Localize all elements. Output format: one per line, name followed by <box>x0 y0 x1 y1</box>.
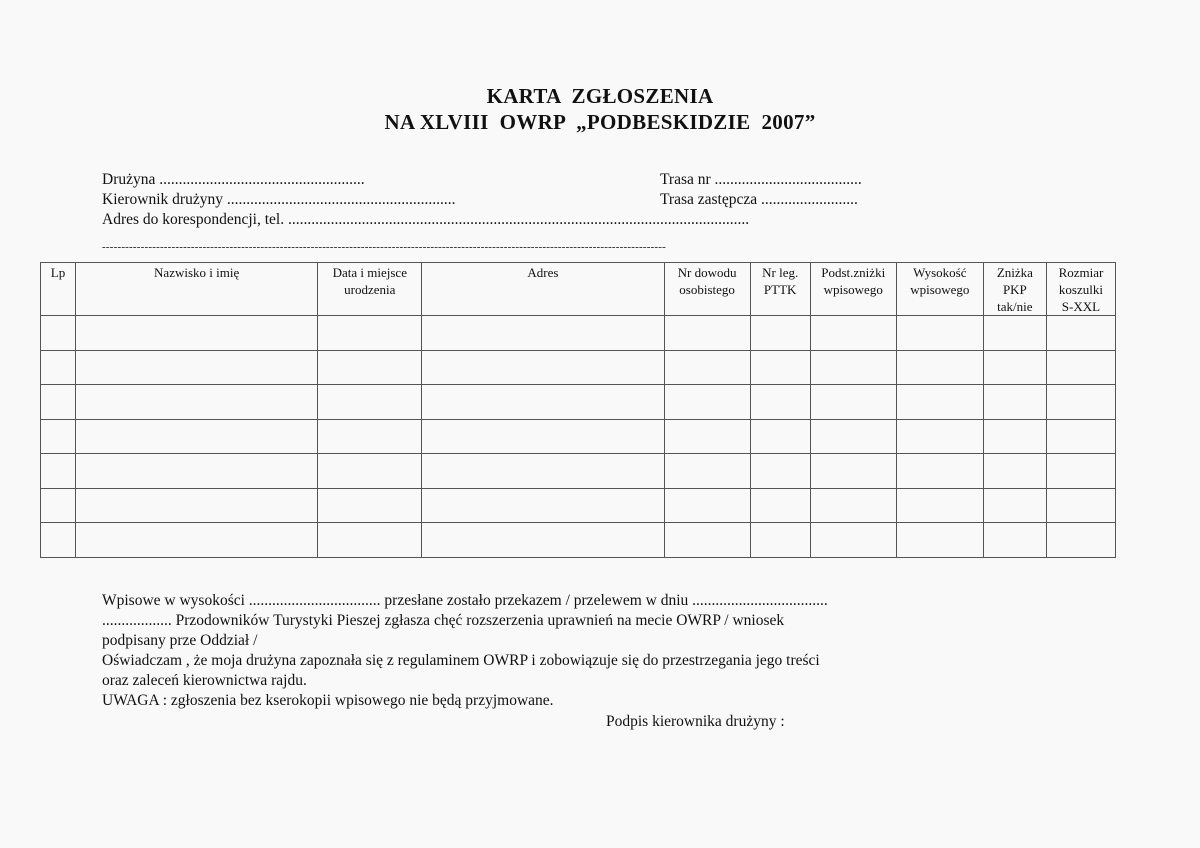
table-cell[interactable] <box>76 419 318 454</box>
participants-table <box>40 262 1116 558</box>
table-row <box>41 419 1116 454</box>
table-cell[interactable] <box>1046 350 1115 385</box>
table-cell[interactable] <box>896 454 983 489</box>
leader-signature-label: Podpis kierownika drużyny : <box>606 713 785 730</box>
table-cell[interactable] <box>422 454 664 489</box>
team-leader-field[interactable]: Kierownik drużyny ........................................................... <box>102 191 456 208</box>
route-number-field[interactable]: Trasa nr ...................................... <box>660 171 862 188</box>
guides-statement: .................. Przodowników Turystyki Pieszej zgłasza chęć rozszerzenia uprawnień na mecie OWRP / wniosek <box>102 612 785 629</box>
table-cell[interactable] <box>810 454 896 489</box>
table-cell[interactable] <box>664 454 750 489</box>
table-cell[interactable] <box>664 350 750 385</box>
table-cell[interactable] <box>422 350 664 385</box>
table-cell[interactable] <box>664 316 750 351</box>
guides-statement-cont: podpisany prze Oddział / <box>102 632 258 649</box>
table-cell[interactable] <box>896 350 983 385</box>
table-cell[interactable] <box>810 385 896 420</box>
table-cell[interactable] <box>983 488 1046 523</box>
table-cell[interactable] <box>76 488 318 523</box>
table-cell[interactable] <box>810 523 896 558</box>
table-cell[interactable] <box>41 350 76 385</box>
table-cell[interactable] <box>318 316 422 351</box>
header-pkp-discount: Zniżka PKP tak/nie <box>983 263 1046 316</box>
table-row <box>41 488 1116 523</box>
table-row <box>41 385 1116 420</box>
table-cell[interactable] <box>664 385 750 420</box>
table-body <box>41 316 1116 558</box>
table-cell[interactable] <box>422 523 664 558</box>
table-cell[interactable] <box>1046 385 1115 420</box>
table-cell[interactable] <box>664 419 750 454</box>
table-cell[interactable] <box>1046 488 1115 523</box>
table-cell[interactable] <box>983 316 1046 351</box>
header-discount-basis: Podst.zniżki wpisowego <box>810 263 896 316</box>
table-cell[interactable] <box>750 523 810 558</box>
table-cell[interactable] <box>41 523 76 558</box>
table-cell[interactable] <box>422 385 664 420</box>
warning-note: UWAGA : zgłoszenia bez kserokopii wpisowego nie będą przyjmowane. <box>102 692 554 709</box>
table-cell[interactable] <box>810 350 896 385</box>
table-cell[interactable] <box>76 385 318 420</box>
header-pttk-number: Nr leg. PTTK <box>750 263 810 316</box>
table-cell[interactable] <box>76 523 318 558</box>
table-cell[interactable] <box>422 488 664 523</box>
table-cell[interactable] <box>76 454 318 489</box>
table-cell[interactable] <box>318 350 422 385</box>
table-row <box>41 523 1116 558</box>
table-header-row <box>41 263 1116 316</box>
table-cell[interactable] <box>750 350 810 385</box>
form-title: KARTA ZGŁOSZENIA <box>486 84 714 108</box>
header-lp: Lp <box>41 263 76 316</box>
table-row <box>41 350 1116 385</box>
team-name-field[interactable]: Drużyna ..................................................... <box>102 171 365 188</box>
table-cell[interactable] <box>983 350 1046 385</box>
table-cell[interactable] <box>664 523 750 558</box>
table-cell[interactable] <box>810 419 896 454</box>
table-row <box>41 316 1116 351</box>
table-cell[interactable] <box>41 316 76 351</box>
header-birth-date-place: Data i miejsce urodzenia <box>318 263 422 316</box>
table-cell[interactable] <box>422 419 664 454</box>
header-address: Adres <box>422 263 664 316</box>
table-cell[interactable] <box>810 316 896 351</box>
table-cell[interactable] <box>76 316 318 351</box>
table-cell[interactable] <box>983 419 1046 454</box>
table-cell[interactable] <box>1046 523 1115 558</box>
table-cell[interactable] <box>896 523 983 558</box>
table-row <box>41 454 1116 489</box>
table-cell[interactable] <box>41 488 76 523</box>
table-cell[interactable] <box>318 454 422 489</box>
header-shirt-size: Rozmiar koszulki S-XXL <box>1046 263 1115 316</box>
header-fee-amount: Wysokość wpisowego <box>896 263 983 316</box>
table-cell[interactable] <box>1046 316 1115 351</box>
table-cell[interactable] <box>318 419 422 454</box>
separator-line: -------------------------------------------------------------------------------------------------------------------------------------------------- <box>102 241 667 253</box>
table-cell[interactable] <box>318 488 422 523</box>
table-cell[interactable] <box>750 316 810 351</box>
declaration-statement-cont: oraz zaleceń kierownictwa rajdu. <box>102 672 307 689</box>
table-cell[interactable] <box>983 523 1046 558</box>
header-name: Nazwisko i imię <box>76 263 318 316</box>
table-cell[interactable] <box>1046 454 1115 489</box>
table-cell[interactable] <box>750 488 810 523</box>
table-cell[interactable] <box>41 454 76 489</box>
table-cell[interactable] <box>76 350 318 385</box>
table-cell[interactable] <box>750 419 810 454</box>
declaration-statement: Oświadczam , że moja drużyna zapoznała się z regulaminem OWRP i zobowiązuje się do przestrzegania jego treści <box>102 652 820 669</box>
table-cell[interactable] <box>664 488 750 523</box>
table-cell[interactable] <box>983 385 1046 420</box>
fee-statement: Wpisowe w wysokości .................................. przesłane zostało przekazem / przelewem w dniu ................................... <box>102 592 828 609</box>
form-subtitle: NA XLVIII OWRP „PODBESKIDZIE 2007” <box>384 110 816 134</box>
alternate-route-field[interactable]: Trasa zastępcza ......................... <box>660 191 858 208</box>
table-cell[interactable] <box>41 419 76 454</box>
table-cell[interactable] <box>810 488 896 523</box>
table-cell[interactable] <box>318 523 422 558</box>
table-cell[interactable] <box>896 316 983 351</box>
correspondence-address-field[interactable]: Adres do korespondencji, tel. ....................................................................................................................... <box>102 211 750 228</box>
table-cell[interactable] <box>422 316 664 351</box>
table-cell[interactable] <box>983 454 1046 489</box>
table-cell[interactable] <box>41 385 76 420</box>
table-cell[interactable] <box>896 385 983 420</box>
table-cell[interactable] <box>896 488 983 523</box>
table-cell[interactable] <box>1046 419 1115 454</box>
table-cell[interactable] <box>318 385 422 420</box>
table-cell[interactable] <box>896 419 983 454</box>
table-cell[interactable] <box>750 454 810 489</box>
table-cell[interactable] <box>750 385 810 420</box>
header-id-number: Nr dowodu osobistego <box>664 263 750 316</box>
